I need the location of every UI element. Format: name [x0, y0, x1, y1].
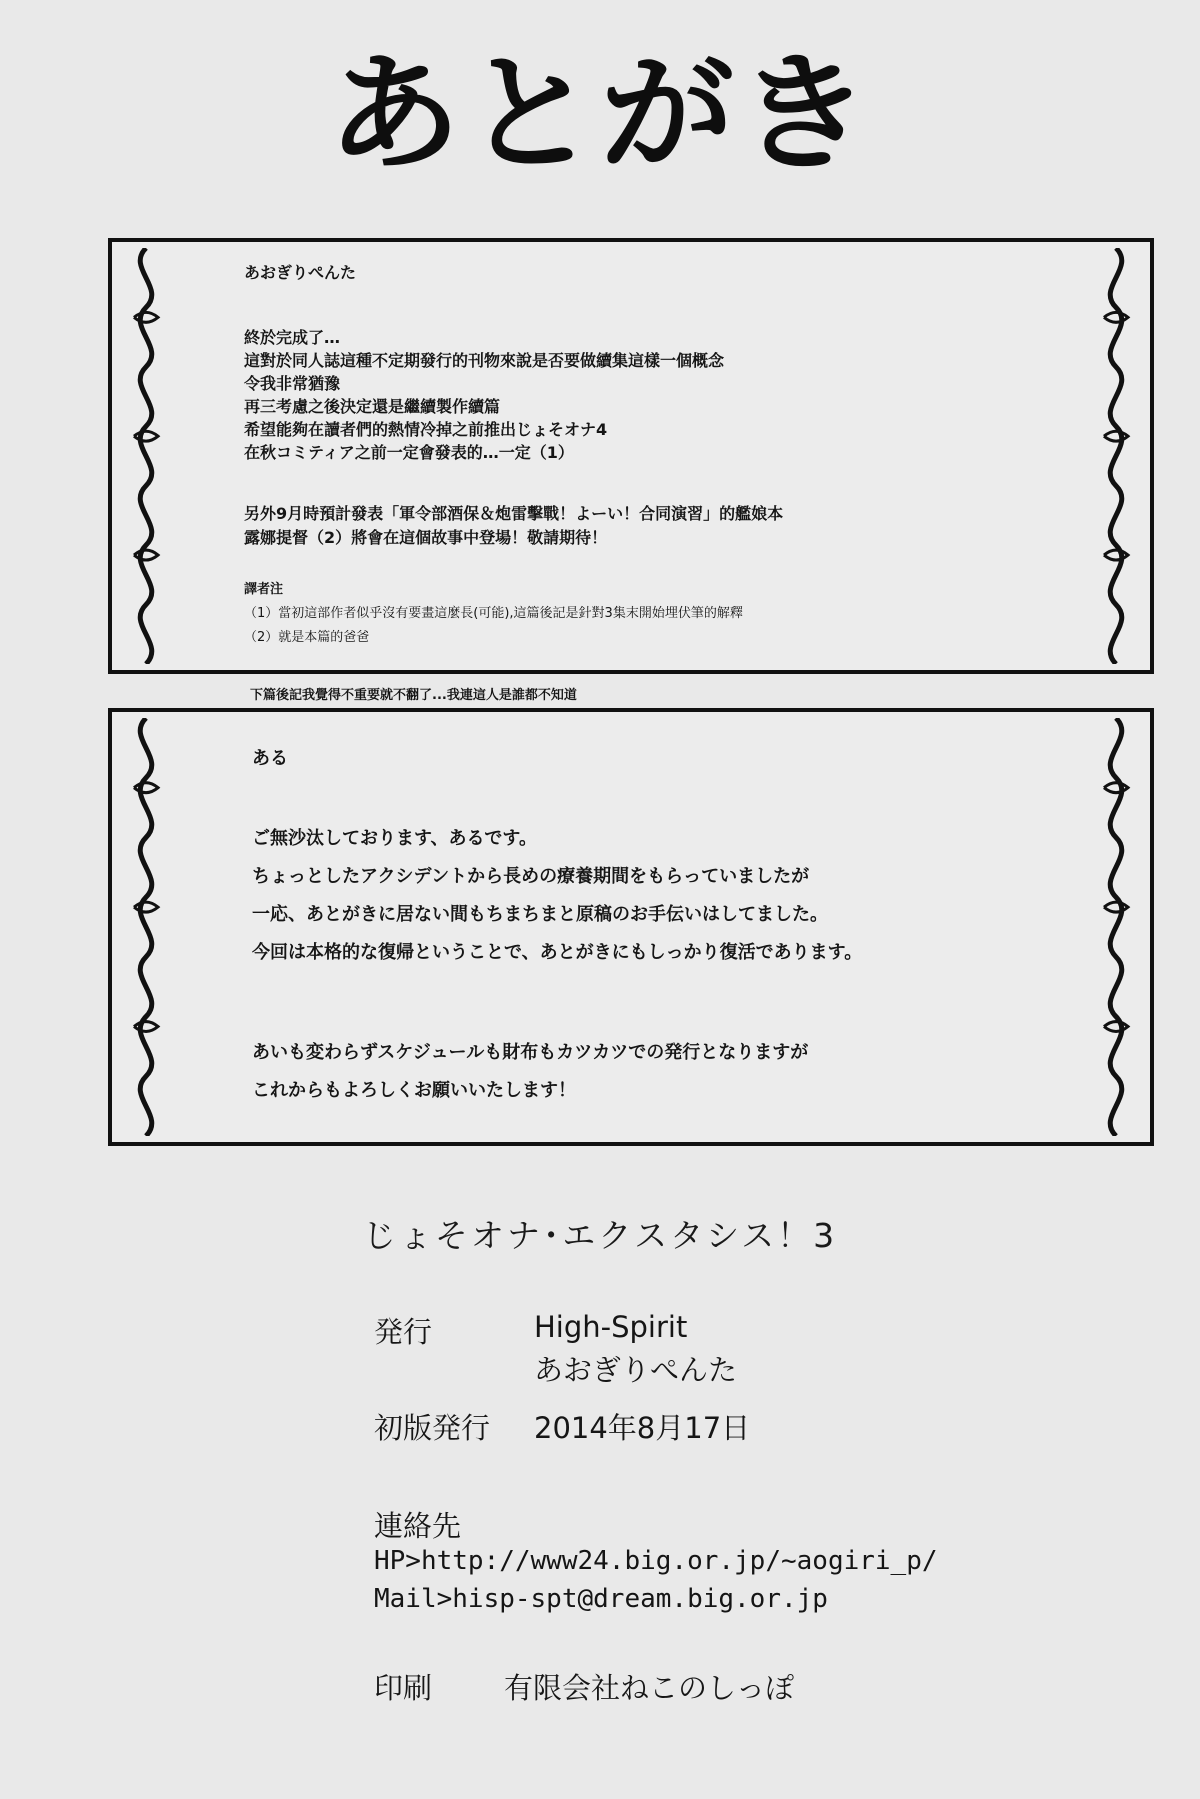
ornament-border-left-icon — [116, 248, 176, 664]
contact-label: 連絡先 — [374, 1509, 462, 1543]
author-name: あおぎりぺんた — [244, 263, 357, 282]
afterword-2-content — [244, 712, 1018, 1142]
printer-name: 有限会社ねこのしっぽ — [504, 1671, 795, 1705]
afterword-1-lines — [244, 326, 724, 464]
text-line: 露娜提督（2）將會在這個故事中登場！敬請期待！ — [244, 528, 608, 547]
afterword-2-extra-lines — [252, 1034, 808, 1110]
issuer-label: 発行 — [374, 1315, 433, 1349]
translator-note-heading: 譯者注 — [244, 582, 284, 597]
afterword-frame-1 — [108, 238, 1154, 674]
page-title: あとがき — [326, 40, 873, 189]
issuer-author: あおぎりぺんた — [534, 1353, 738, 1387]
author-name: ある — [252, 748, 288, 769]
afterword-frame-2 — [108, 708, 1154, 1146]
text-line: ご無沙汰しております、あるです。 — [252, 828, 537, 849]
contact-info — [374, 1542, 938, 1618]
ornament-border-right-icon — [1086, 718, 1146, 1136]
translator-note: （2）就是本篇的爸爸 — [244, 630, 370, 645]
text-line: 再三考慮之後決定還是繼續製作續篇 — [244, 397, 501, 416]
text-line: ちょっとしたアクシデントから長めの療養期間をもらっていましたが — [252, 866, 810, 887]
printer-label: 印刷 — [374, 1671, 433, 1705]
contact-mail: Mail>hisp-spt@dream.big.or.jp — [374, 1584, 828, 1614]
translator-notes — [244, 602, 743, 650]
text-line: 希望能夠在讀者們的熱情冷掉之前推出じょそオナ4 — [244, 420, 608, 439]
afterword-2-lines — [252, 820, 862, 972]
translator-note: （1）當初這部作者似乎沒有要畫這麼長(可能),這篇後記是針對3集末開始埋伏筆的解釋 — [244, 606, 743, 621]
issuer-circle: High-Spirit — [534, 1310, 688, 1344]
ornament-border-left-icon — [116, 718, 176, 1136]
text-line: 在秋コミティア之前一定會發表的…一定（1） — [244, 443, 574, 462]
translator-comment: 下篇後記我覺得不重要就不翻了...我連這人是誰都不知道 — [250, 688, 577, 703]
afterword-1-content — [244, 242, 1018, 670]
text-line: 今回は本格的な復帰ということで、あとがきにもしっかり復活であります。 — [252, 942, 863, 963]
afterword-1-extra-lines — [244, 502, 783, 550]
text-line: あいも変わらずスケジュールも財布もカツカツでの発行となりますが — [252, 1042, 809, 1063]
text-line: 這對於同人誌這種不定期發行的刊物來說是否要做續集這樣一個概念 — [244, 351, 725, 370]
first-edition-label: 初版発行 — [374, 1411, 491, 1445]
text-line: 一応、あとがきに居ない間もちまちまと原稿のお手伝いはしてました。 — [252, 904, 828, 925]
text-line: 終於完成了… — [244, 328, 341, 347]
contact-hp: HP>http://www24.big.or.jp/~aogiri_p/ — [374, 1546, 938, 1576]
ornament-border-right-icon — [1086, 248, 1146, 664]
book-title: じょそオナ･エクスタシス！3 — [362, 1216, 838, 1255]
text-line: これからもよろしくお願いいたします！ — [252, 1080, 576, 1101]
first-edition-date: 2014年8月17日 — [534, 1411, 751, 1445]
text-line: 令我非常猶豫 — [244, 374, 341, 393]
text-line: 另外9月時預計發表「軍令部酒保＆炮雷擊戰！よーい！合同演習」的艦娘本 — [244, 504, 784, 523]
